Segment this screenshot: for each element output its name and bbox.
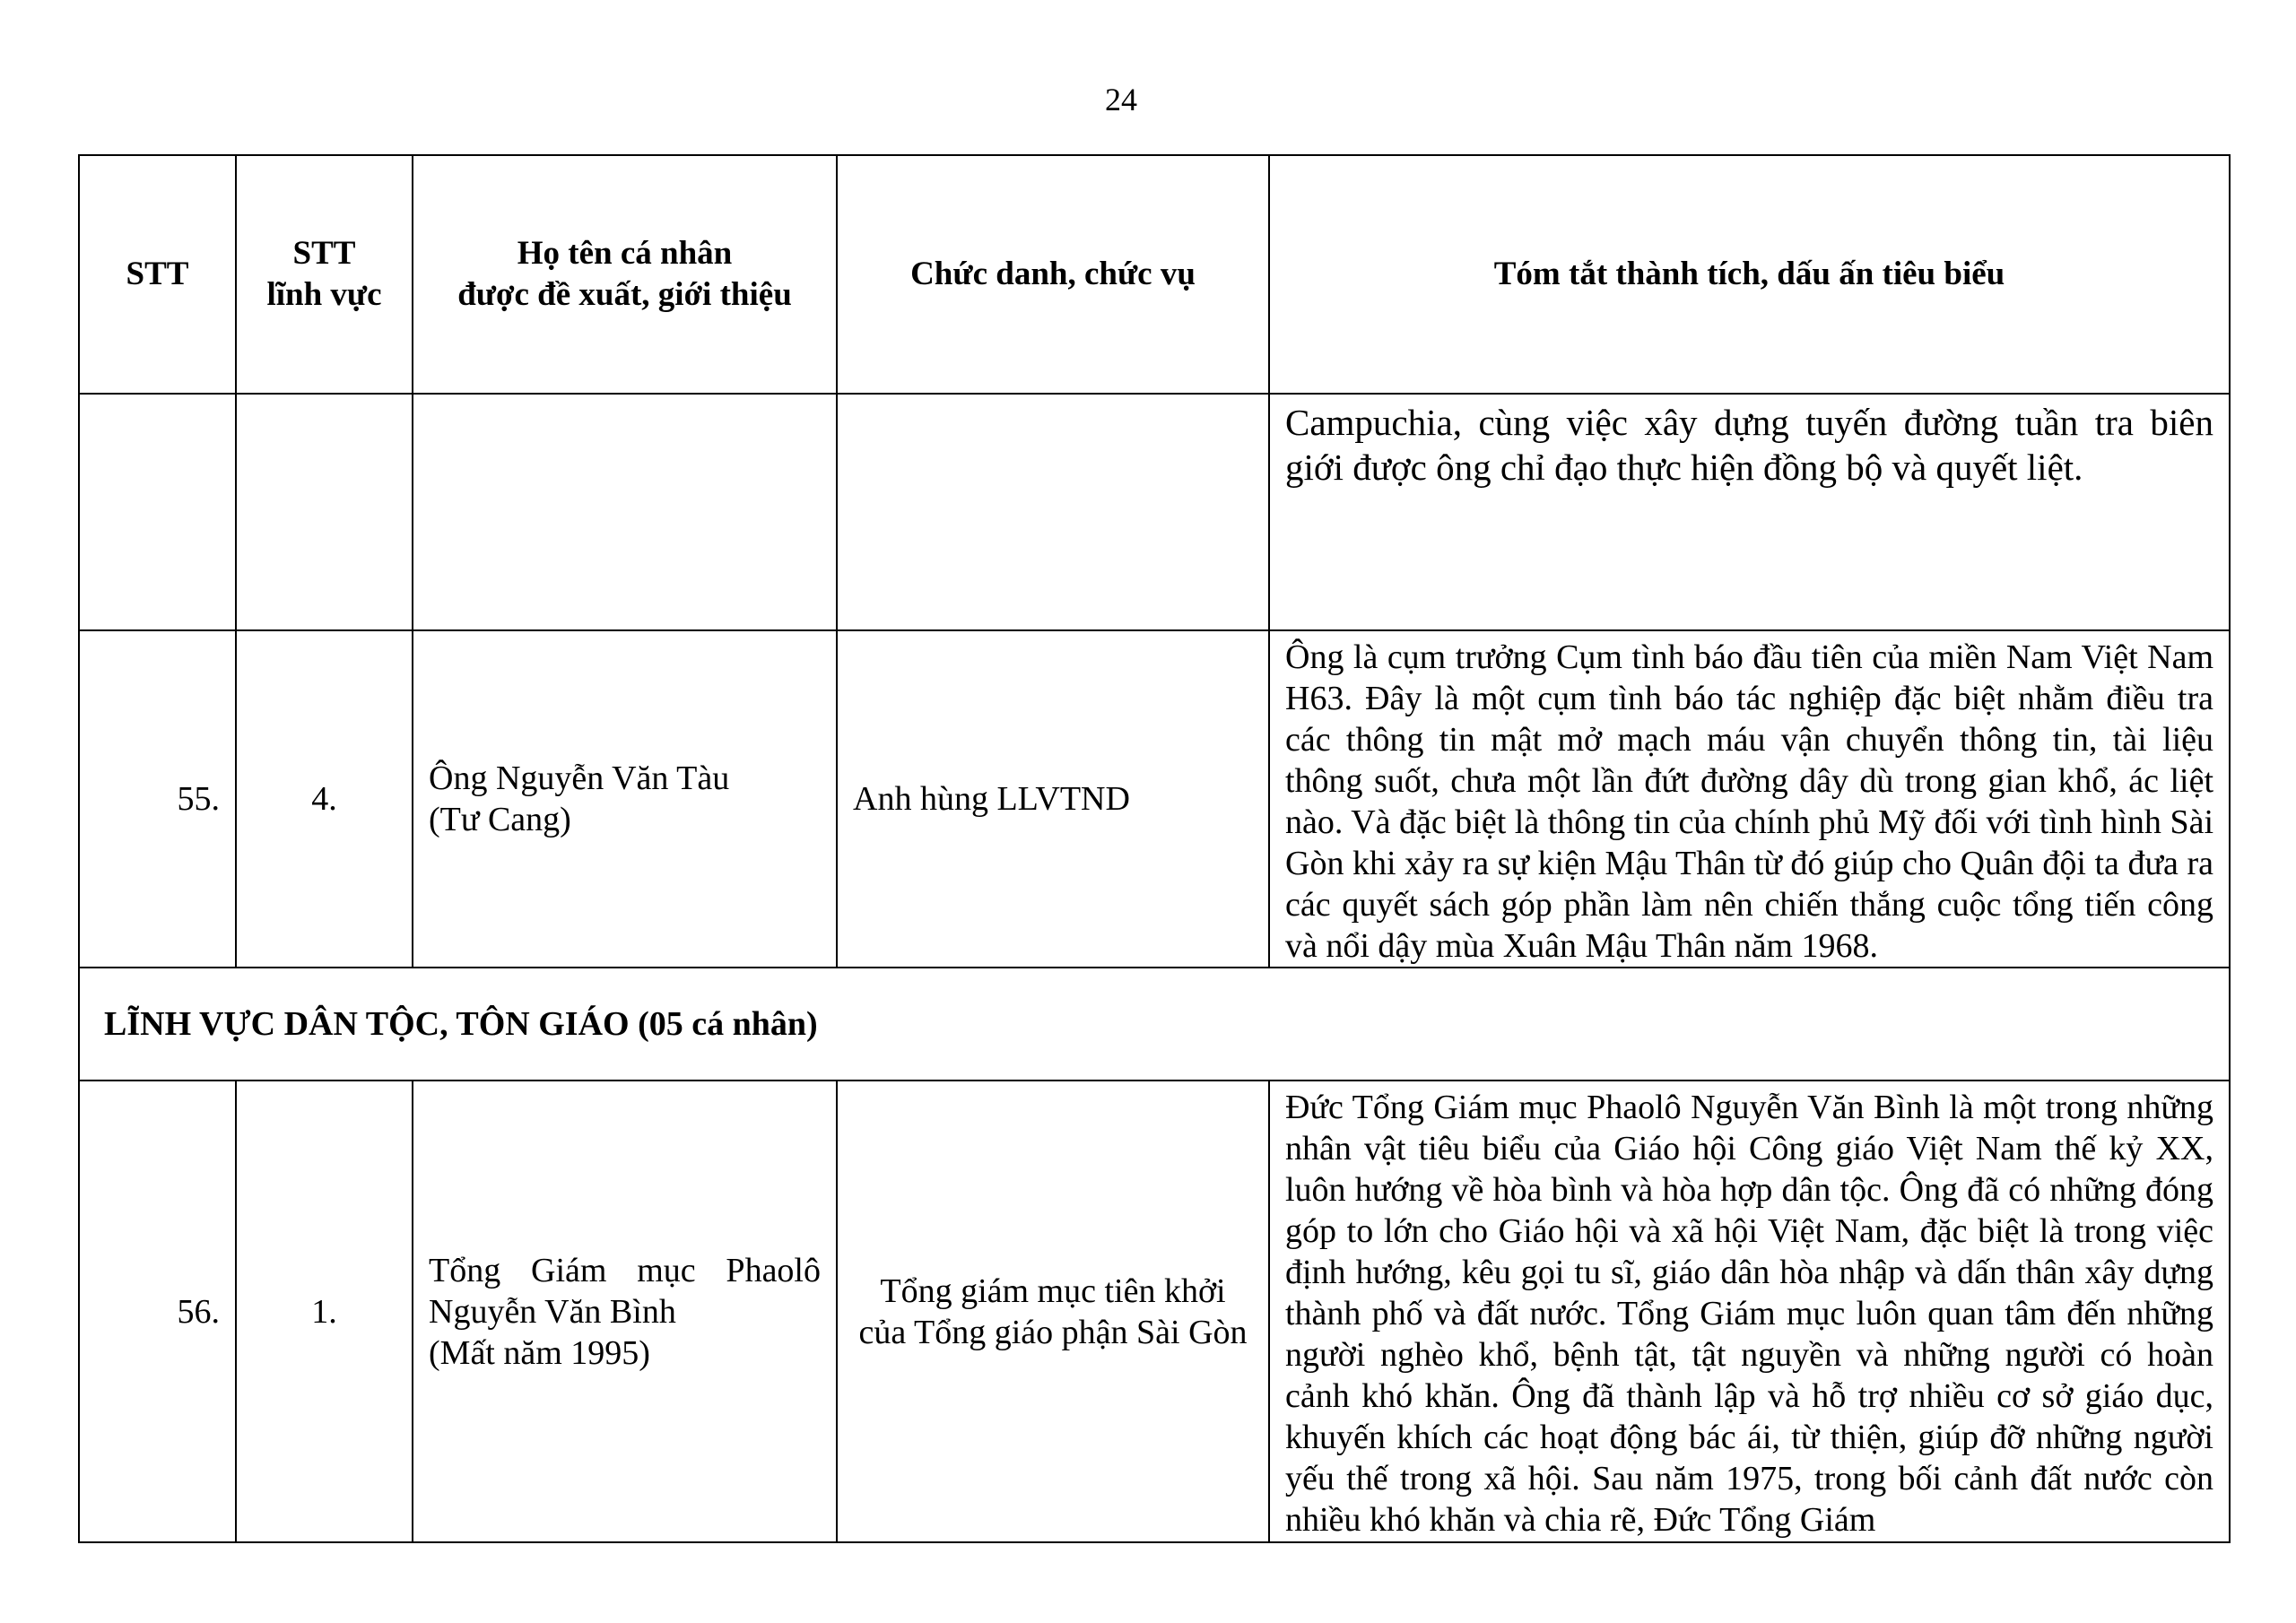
page-number: 24	[1105, 82, 1137, 117]
cell-role: Anh hùng LLVTND	[837, 630, 1269, 968]
cell-summary: Ông là cụm trưởng Cụm tình báo đầu tiên của miền Nam Việt Nam H63. Đây là một cụm tình báo tác nghiệp đặc biệt nhằm điều tra các thông tin mật mở mạch máu vận chuyển thông tin, tài liệu thông suốt, chưa một lần đứt đường dây dù trong gian khổ, ác liệt nào. Và đặc biệt là thông tin của chính phủ Mỹ đối với tình hình Sài Gòn khi xảy ra sự kiện Mậu Thân từ đó giúp cho Quân đội ta đưa ra các quyết sách góp phần làm nên chiến thắng cuộc tổng tiến công và nổi dậy mùa Xuân Mậu Thân năm 1968.	[1269, 630, 2230, 968]
cell-stt: 55.	[79, 630, 236, 968]
table-row	[79, 630, 2230, 968]
cell-role	[837, 394, 1269, 630]
cell-stt	[79, 394, 236, 630]
header-stt-field	[236, 155, 413, 394]
section-heading: LĨNH VỰC DÂN TỘC, TÔN GIÁO (05 cá nhân)	[79, 968, 2230, 1081]
header-name-line2: được đề xuất, giới thiệu	[457, 276, 792, 313]
cell-name	[413, 1081, 837, 1542]
table-row	[79, 394, 2230, 630]
cell-name	[413, 630, 837, 968]
header-stt-field-line2: lĩnh vực	[266, 276, 382, 313]
cell-stt: 56.	[79, 1081, 236, 1542]
cell-summary: Đức Tổng Giám mục Phaolô Nguyễn Văn Bình là một trong những nhân vật tiêu biểu của Giáo hội Công giáo Việt Nam thế kỷ XX, luôn hướng về hòa bình và hòa hợp dân tộc. Ông đã có những đóng góp to lớn cho Giáo hội và xã hội Việt Nam, đặc biệt là trong việc định hướng, kêu gọi tu sĩ, giáo dân hòa nhập và dấn thân xây dựng thành phố và đất nước. Tổng Giám mục luôn quan tâm đến những người nghèo khổ, bệnh tật, tật nguyền và những người có hoàn cảnh khó khăn. Ông đã thành lập và hỗ trợ nhiều cơ sở giáo dục, khuyến khích các hoạt động bác ái, từ thiện, giúp đỡ những người yếu thế trong xã hội. Sau năm 1975, trong bối cảnh đất nước còn nhiều khó khăn và chia rẽ, Đức Tổng Giám	[1269, 1081, 2230, 1542]
cell-role: Tổng giám mục tiên khởi của Tổng giáo phận Sài Gòn	[837, 1081, 1269, 1542]
table-header-row	[79, 155, 2230, 394]
header-role: Chức danh, chức vụ	[837, 155, 1269, 394]
table-row	[79, 1081, 2230, 1542]
nominee-table	[78, 154, 2231, 1543]
header-name	[413, 155, 837, 394]
header-stt: STT	[79, 155, 236, 394]
header-name-line1: Họ tên cá nhân	[517, 235, 733, 272]
header-summary: Tóm tắt thành tích, dấu ấn tiêu biểu	[1269, 155, 2230, 394]
nominee-alias: (Tư Cang)	[429, 801, 571, 838]
cell-summary: Campuchia, cùng việc xây dựng tuyến đường tuần tra biên giới được ông chỉ đạo thực hiện đồng bộ và quyết liệt.	[1269, 394, 2230, 630]
header-stt-field-line1: STT	[292, 235, 356, 272]
nominee-name: Tổng Giám mục Phaolô Nguyễn Văn Bình	[429, 1251, 821, 1331]
cell-name	[413, 394, 837, 630]
nominee-name: Ông Nguyễn Văn Tàu	[429, 759, 730, 797]
section-heading-row	[79, 968, 2230, 1081]
cell-stt-field	[236, 394, 413, 630]
cell-stt-field: 4.	[236, 630, 413, 968]
cell-stt-field: 1.	[236, 1081, 413, 1542]
nominee-note: (Mất năm 1995)	[429, 1333, 650, 1372]
